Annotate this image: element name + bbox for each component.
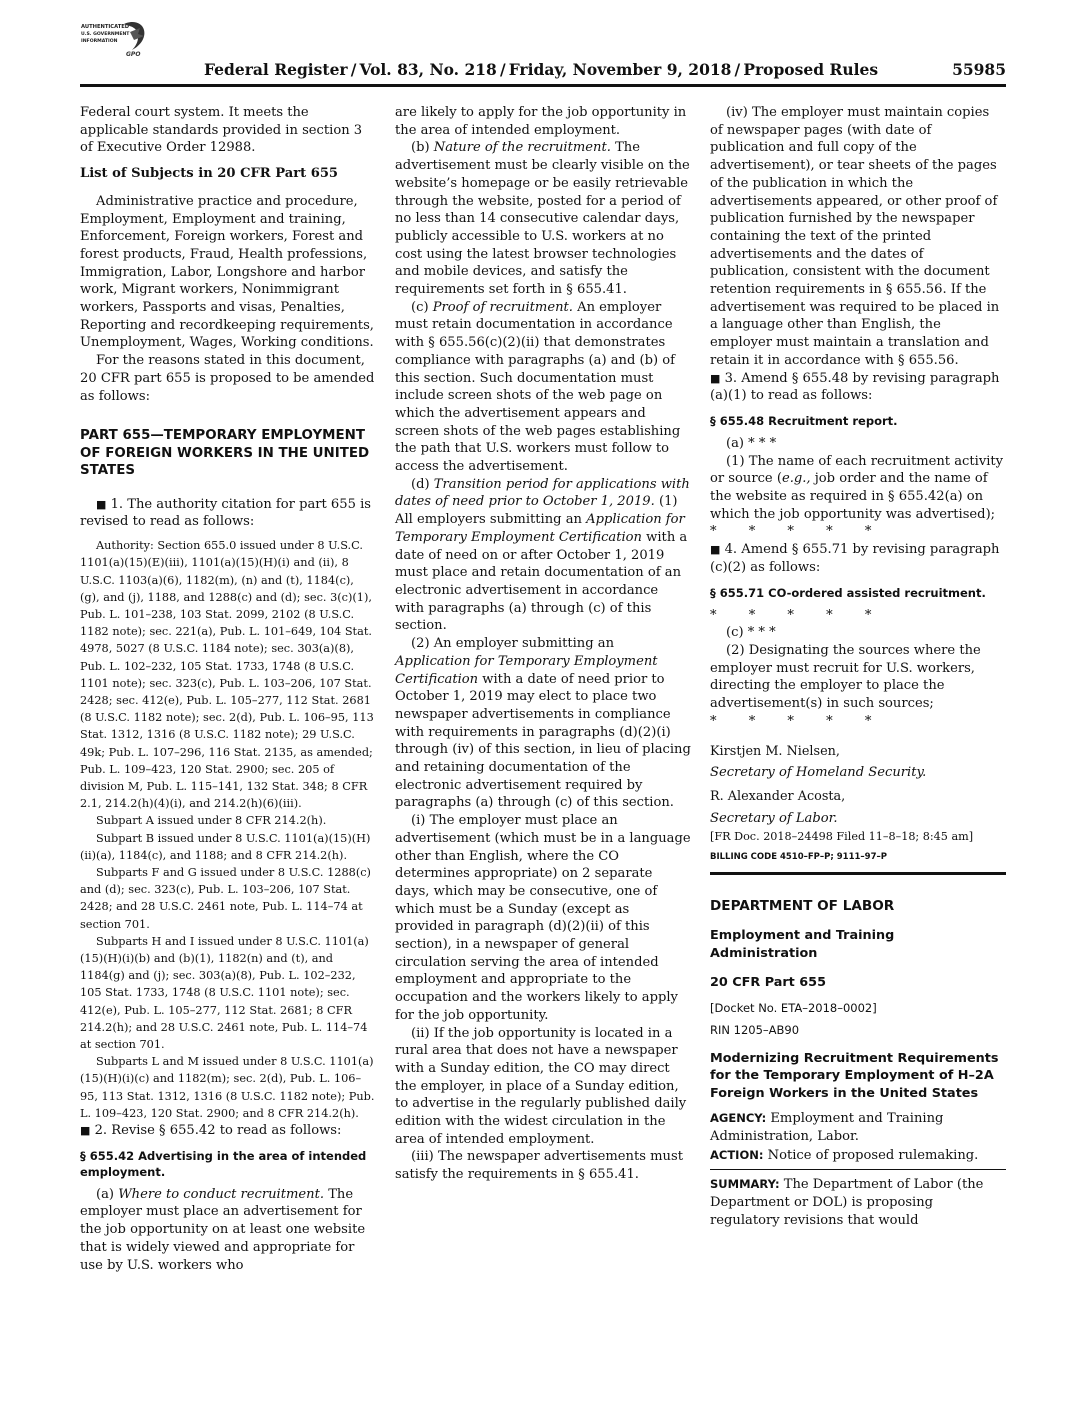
page-header: Federal Register / Vol. 83, No. 218 / Friday, November 9, 2018 / Proposed Rules 55985 xyxy=(204,60,1006,79)
signer-1-name: Kirstjen M. Nielsen, xyxy=(710,743,840,759)
paragraph-c-2: (2) Designating the sources where the employer must recruit for U.S. workers, directing the employer to place the advertisement(s) in such sources; xyxy=(710,642,981,712)
paragraph-a-stars: (a) * * * xyxy=(726,435,777,451)
action-line: ACTION: Notice of proposed rulemaking. xyxy=(710,1148,979,1164)
docket-number: [Docket No. ETA–2018–0002] xyxy=(710,1000,877,1015)
journal-name: Federal Register xyxy=(204,60,348,79)
rule-title: Modernizing Recruitment Requirements for the Temporary Employment of H–2A Foreign Workers in the United States xyxy=(710,1050,999,1101)
agency-line: AGENCY: Employment and Training Administration, Labor. xyxy=(710,1111,944,1144)
amendment-2: 2. Revise § 655.42 to read as follows: xyxy=(94,1123,342,1139)
section-655-71-title: § 655.71 CO-ordered assisted recruitment. xyxy=(710,585,986,600)
department-heading: DEPARTMENT OF LABOR xyxy=(710,898,895,915)
subpart-b: Subpart B issued under 8 U.S.C. 1101(a)(15)(H)(ii)(a), 1184(c), and 1188; and 8 CFR 214.2(h). xyxy=(80,831,371,862)
paragraph-a-1: (1) The name of each recruitment activity or source (e.g., job order and the name of the website as required in § 655.42(a) on which the job opportunity was advertised); xyxy=(710,453,1004,522)
svg-text:GPO: GPO xyxy=(126,51,141,58)
section-655-48-title: § 655.48 Recruitment report. xyxy=(710,413,898,428)
omission-stars: * * * * * xyxy=(710,713,872,729)
paragraph-c-stars: (c) * * * xyxy=(726,625,776,641)
amendment-bullet-icon: ■ xyxy=(710,371,721,385)
signer-2-title: Secretary of Labor. xyxy=(710,810,838,826)
column-1 xyxy=(80,104,376,1274)
amendment-1: 1. The authority citation for part 655 is revised to read as follows: xyxy=(80,496,371,530)
gpo-authentication-seal xyxy=(80,18,158,58)
column-2 xyxy=(395,104,691,1184)
amendment-bullet-icon: ■ xyxy=(96,497,107,511)
paragraph-d-2-ii: (ii) If the job opportunity is located in a rural area that does not have a newspaper with a Sunday edition, the CO may direct the employer, in place of a Sunday edition, to advertise in the regularly published daily edition with the widest circulation in the area of intended employment. xyxy=(395,1025,687,1147)
authority-citation: Authority: Section 655.0 issued under 8 U.S.C. 1101(a)(15)(E)(iii), 1101(a)(15)(H)(i) and (ii), 8 U.S.C. 1103(a)(6), 1182(m), (n) and (t), 1184(c), (g), and (j), 1188, and 1288(c) and (d); sec. 3(c)(1), Pub. L. 101–238, 103 Stat. 2099, 2102 (8 U.S.C. 1182 note); sec. 221(a), Pub. L. 101–649, 104 Stat. 4978, 5027 (8 U.S.C. 1184 note); sec. 303(a)(8), Pub. L. 102–232, 105 Stat. 1733, 1748 (8 U.S.C. 1101 note); sec. 323(c), Pub. L. 103–206, 107 Stat. 2428; sec. 412(e), Pub. L. 105–277, 112 Stat. 2681 (8 U.S.C. 1182 note); sec. 2(d), Pub. L. 106–95, 113 Stat. 1312, 1316 (8 U.S.C. 1182 note); 29 U.S.C. 49k; Pub. L. 107–296, 116 Stat. 2135, as amended; Pub. L. 109–423, 120 Stat. 2900; sec. 205 of division M, Pub. L. 115–141, 132 Stat. 348; 8 CFR 2.1, 214.2(h)(4)(i), and 214.2(h)(6)(iii). xyxy=(80,539,374,811)
paragraph-a-continued: are likely to apply for the job opportunity in the area of intended employment. xyxy=(395,105,687,138)
omission-stars: * * * * * xyxy=(710,607,872,623)
paragraph-d-2: (2) An employer submitting an Application for Temporary Employment Certification with a date of need prior to October 1, 2019 may elect to place two newspaper advertisements in compliance with requirements in paragraphs (d)(2)(i) through (iv) of this section, in lieu of placing and retaining documentation of the electronic advertisement required by paragraphs (a) through (c) of this section. xyxy=(395,636,691,811)
issue-date: Friday, November 9, 2018 xyxy=(508,60,732,79)
part-title: PART 655—TEMPORARY EMPLOYMENT OF FOREIGN WORKERS IN THE UNITED STATES xyxy=(80,428,370,479)
amendment-3: 3. Amend § 655.48 by revising paragraph (a)(1) to read as follows: xyxy=(710,370,1000,404)
paragraph-d-1: (d) Transition period for applications with dates of need prior to October 1, 2019. (1) All employers submitting an Application for Temporary Employment Certification with a date of need on or after October 1, 2019 must place and retain documentation of an electronic advertisement in accordance with paragraphs (a) through (c) of this section. xyxy=(395,476,690,634)
page-number: 55985 xyxy=(952,60,1006,79)
paragraph-d-2-i: (i) The employer must place an advertisement (which must be in a language other than English, where the CO determines appropriate) on 2 separate days, which may be consecutive, one of which must be a Sunday (except as provided in paragraph (d)(2)(ii) of this section), in a newspaper of general circulation serving the area of intended employment and appropriate to the occupation and the workers likely to apply for the job opportunity. xyxy=(395,813,691,1023)
paragraph-d-2-iii: (iii) The newspaper advertisements must satisfy the requirements in § 655.41. xyxy=(395,1149,683,1183)
agency-heading: Employment and Training Administration xyxy=(710,928,895,961)
svg-text:AUTHENTICATED: AUTHENTICATED xyxy=(81,24,130,30)
amendment-bullet-icon: ■ xyxy=(80,1124,91,1138)
section-655-42-title: § 655.42 Advertising in the area of intended employment. xyxy=(80,1148,367,1179)
summary-line: SUMMARY: The Department of Labor (the Department or DOL) is proposing regulatory revisions that would xyxy=(710,1177,984,1228)
omission-stars: * * * * * xyxy=(710,524,872,540)
paragraph-c: (c) Proof of recruitment. An employer must retain documentation in accordance with § 655.56(c)(2)(ii) that demonstrates compliance with paragraphs (a) and (b) of this section. Such documentation must include screen shots of the web page on which the advertisement appears and screen shots of the web pages establishing the path that U.S. workers must follow to access the advertisement. xyxy=(395,299,681,475)
summary-rule xyxy=(710,1169,1006,1170)
document-separator xyxy=(710,872,1006,875)
paragraph-d-2-iv: (iv) The employer must maintain copies of newspaper pages (with date of publication and full copy of the advertisement), or tear sheets of the pages of the publication in which the advertisements appeared, or other proof of publication furnished by the newspaper containing the text of the printed advertisements and the dates of publication, consistent with the document retention requirements in § 655.56. If the advertisement was required to be placed in a language other than English, the employer must maintain a translation and retain it in accordance with § 655.56. xyxy=(710,105,1000,368)
amendment-bullet-icon: ■ xyxy=(710,543,721,557)
svg-text:INFORMATION: INFORMATION xyxy=(81,39,118,44)
header-rule xyxy=(80,84,1006,87)
subparts-l-m: Subparts L and M issued under 8 U.S.C. 1101(a)(15)(H)(i)(c) and 1182(m); sec. 2(d), Pub. L. 106–95, 113 Stat. 1312, 1316 (8 U.S.C. 1182 note); Pub. L. 109–423, 120 Stat. 2900; and 8 CFR 214.2(h). xyxy=(80,1055,375,1120)
svg-text:U.S. GOVERNMENT: U.S. GOVERNMENT xyxy=(81,32,130,37)
subpart-a: Subpart A issued under 8 CFR 214.2(h). xyxy=(96,814,327,828)
paragraph-a: (a) Where to conduct recruitment. The employer must place an advertisement for the job opportunity on at least one website that is widely viewed and appropriate for use by U.S. workers who xyxy=(80,1186,366,1273)
intro-paragraph: Federal court system. It meets the applicable standards provided in section 3 of Executive Order 12988. xyxy=(80,105,363,156)
subjects-list: Administrative practice and procedure, Employment, Employment and training, Enforcement, Foreign workers, Forest and forest products, Fraud, Health professions, Immigration, Labor, Longshore and harbor work, Migrant workers, Nonimmigrant workers, Passports and visas, Penalties, Reporting and recordkeeping requirements, Unemployment, Wages, Working conditions. xyxy=(80,193,374,351)
section-name: Proposed Rules xyxy=(743,60,879,79)
reasons-paragraph: For the reasons stated in this document, 20 CFR part 655 is proposed to be amended as follows: xyxy=(80,353,375,404)
subparts-h-i: Subparts H and I issued under 8 U.S.C. 1101(a)(15)(H)(i)(b) and (b)(1), 1182(n) and (t), and 1184(g) and (j); sec. 303(a)(8), Pub. L. 102–232, 105 Stat. 1733, 1748 (8 U.S.C. 1101 note); sec. 412(e), Pub. L. 105–277, 112 Stat. 2681; 8 CFR 214.2(h); and 28 U.S.C. 2461 note, Pub. L. 114–74 at section 701. xyxy=(80,934,369,1052)
subjects-heading: List of Subjects in 20 CFR Part 655 xyxy=(80,166,339,182)
amendment-4: 4. Amend § 655.71 by revising paragraph (c)(2) as follows: xyxy=(710,542,1000,575)
paragraph-b: (b) Nature of the recruitment. The advertisement must be clearly visible on the website’s homepage or be easily retrievable through the website, posted for a period of no less than 14 consecutive calendar days, publicly accessible to U.S. workers at no cost using the latest browser technologies and mobile devices, and satisfy the requirements set forth in § 655.41. xyxy=(395,140,690,298)
column-3 xyxy=(710,104,1006,1229)
subparts-f-g: Subparts F and G issued under 8 U.S.C. 1288(c) and (d); sec. 323(c), Pub. L. 103–206, 107 Stat. 2428; and 28 U.S.C. 2461 note, Pub. L. 114–74 at section 701. xyxy=(80,866,371,931)
signer-2-name: R. Alexander Acosta, xyxy=(710,788,846,804)
fr-doc-line: [FR Doc. 2018–24498 Filed 11–8–18; 8:45 am] xyxy=(710,830,974,844)
volume-number: Vol. 83, No. 218 xyxy=(359,60,497,79)
rin-number: RIN 1205–AB90 xyxy=(710,1022,800,1037)
cfr-part: 20 CFR Part 655 xyxy=(710,975,826,991)
signer-1-title: Secretary of Homeland Security. xyxy=(710,765,927,781)
billing-code: BILLING CODE 4510–FP–P; 9111–97–P xyxy=(710,852,887,863)
